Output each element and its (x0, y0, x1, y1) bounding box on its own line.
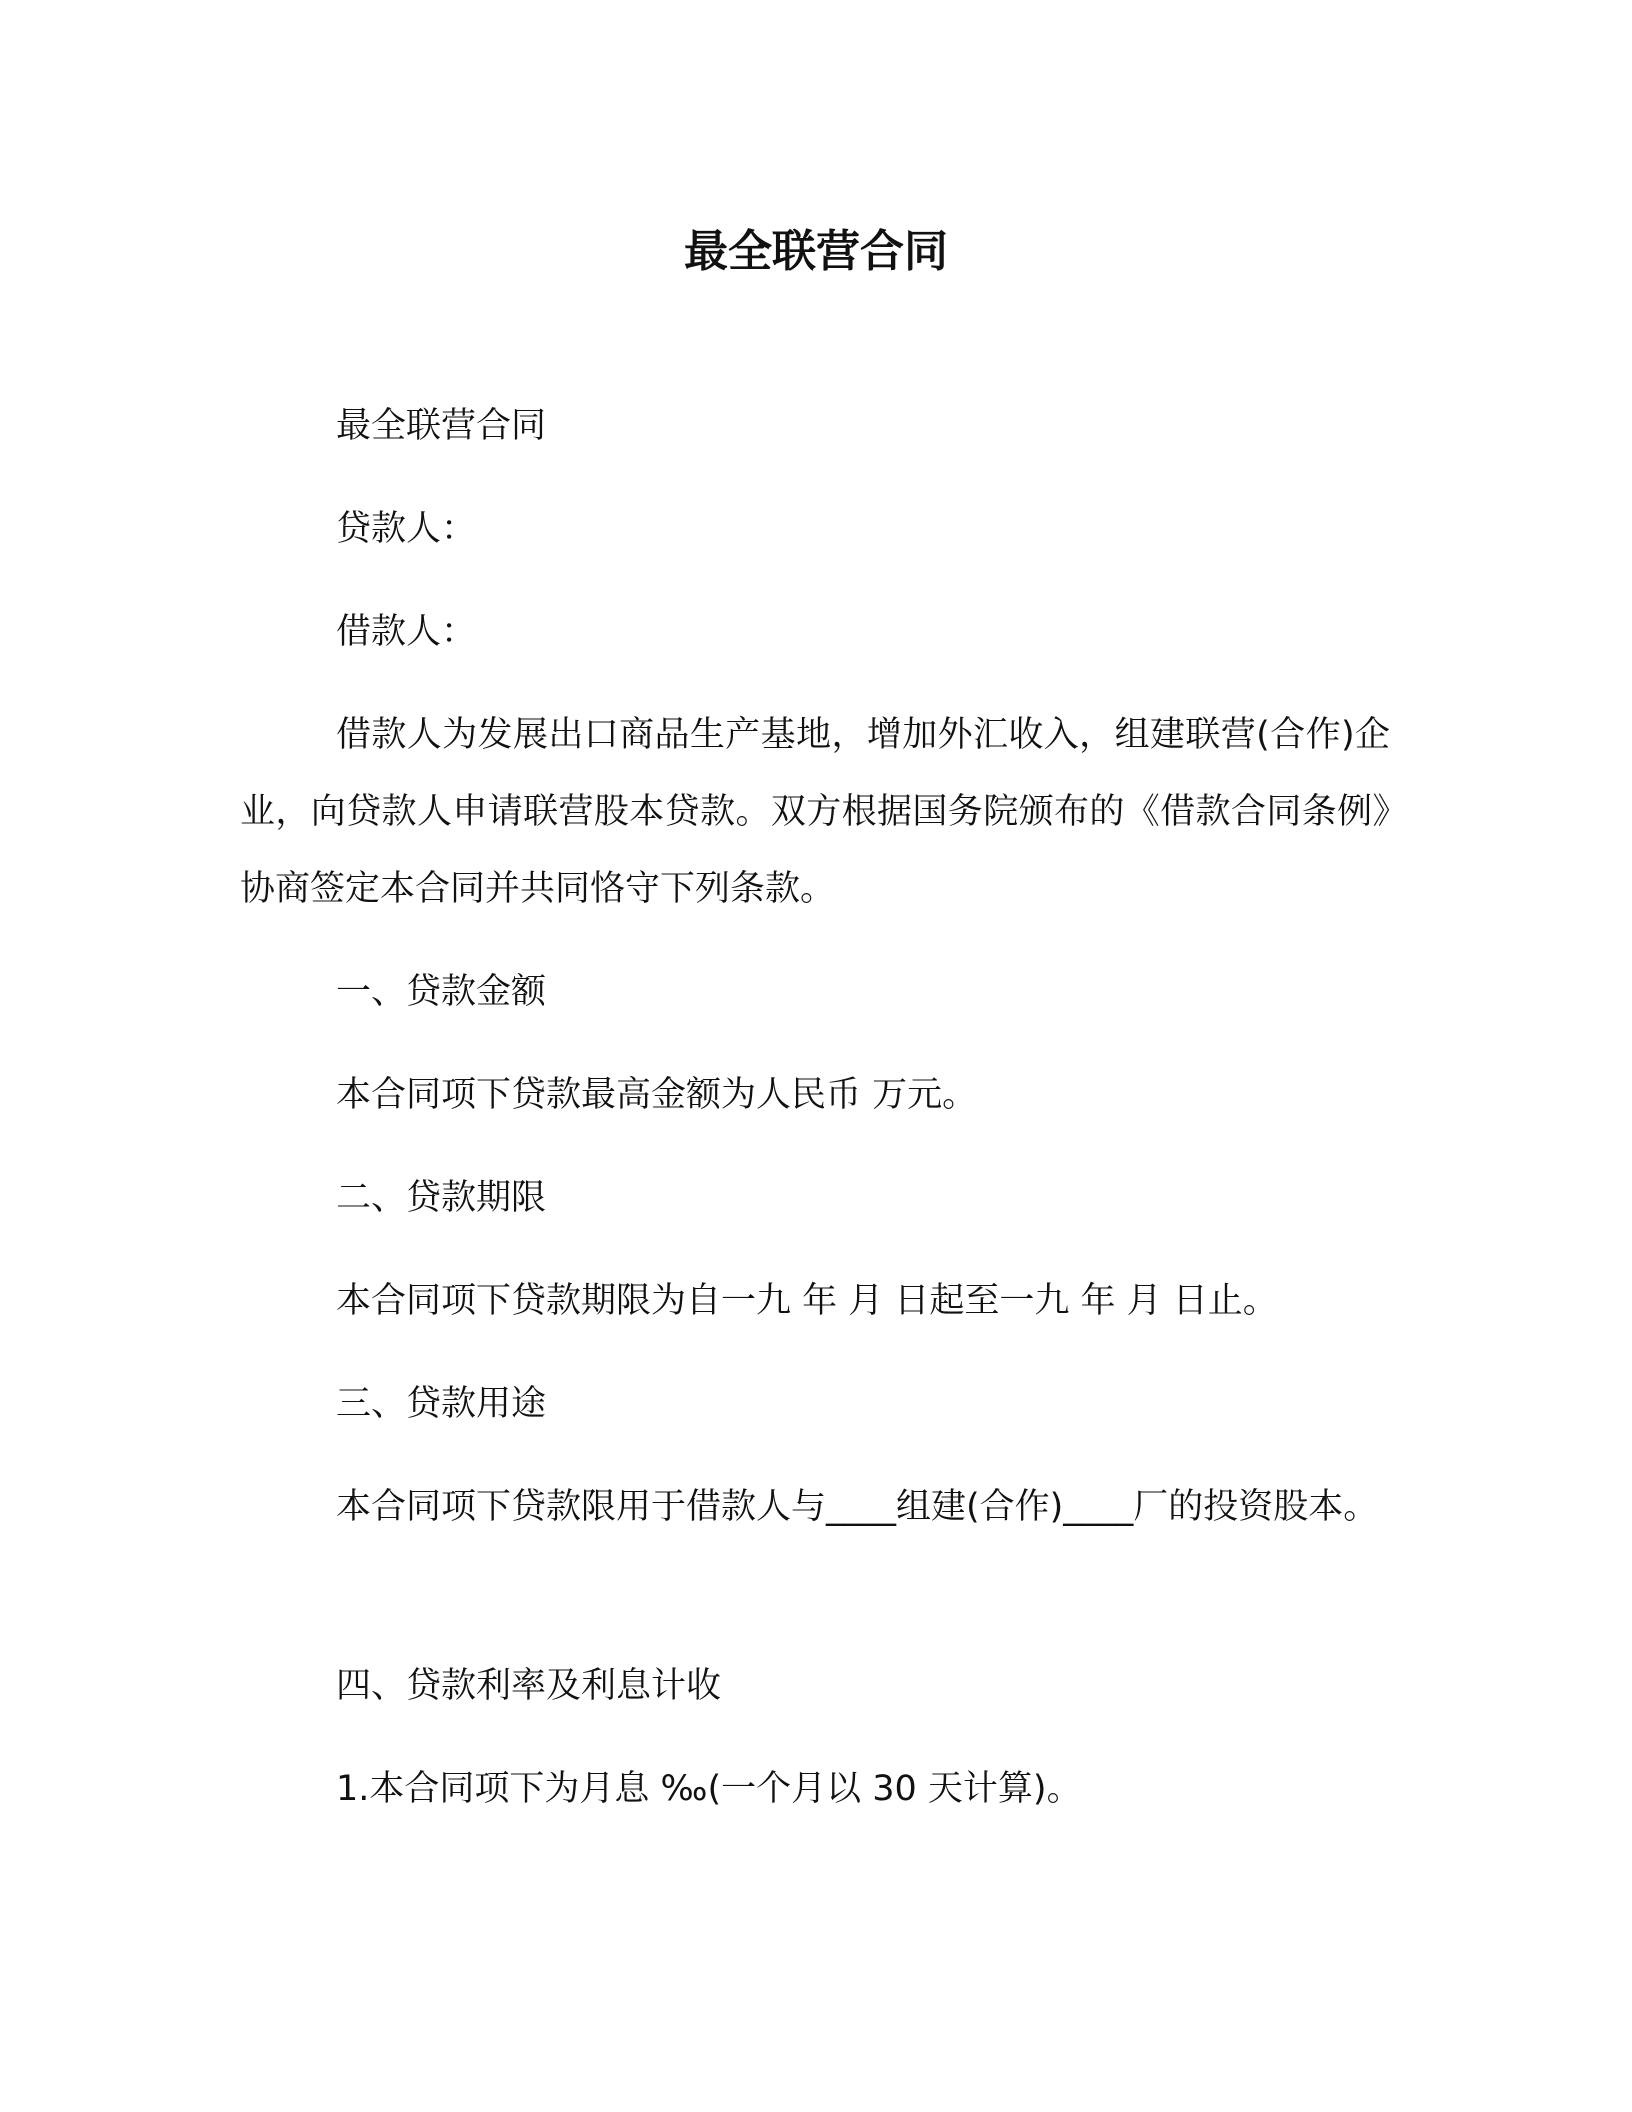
paragraph-loan-purpose: 本合同项下贷款限用于借款人与____组建(合作)____厂的投资股本。 (336, 1487, 1379, 1527)
paragraph-lender: 贷款人： (336, 509, 477, 549)
paragraph-borrower: 借款人： (336, 612, 477, 652)
paragraph-heading: 最全联营合同 (336, 406, 547, 446)
document-title: 最全联营合同 (684, 226, 948, 277)
paragraph-interest-rate: 1.本合同项下为月息 ‰(一个月以 30 天计算)。 (336, 1769, 1082, 1809)
section-heading-loan-purpose: 三、贷款用途 (336, 1384, 547, 1424)
paragraph-loan-amount: 本合同项下贷款最高金额为人民币 万元。 (336, 1075, 978, 1115)
section-heading-interest: 四、贷款利率及利息计收 (336, 1666, 722, 1706)
section-heading-loan-amount: 一、贷款金额 (336, 972, 547, 1012)
paragraph-preamble: 借款人为发展出口商品生产基地，增加外汇收入，组建联营(合作)企业，向贷款人申请联营股本贷款。双方根据国务院颁布的《借款合同条例》协商签定本合同并共同恪守下列条款。 (240, 715, 1390, 909)
section-heading-loan-term: 二、贷款期限 (336, 1178, 547, 1218)
paragraph-loan-term: 本合同项下贷款期限为自一九 年 月 日起至一九 年 月 日止。 (336, 1281, 1278, 1321)
